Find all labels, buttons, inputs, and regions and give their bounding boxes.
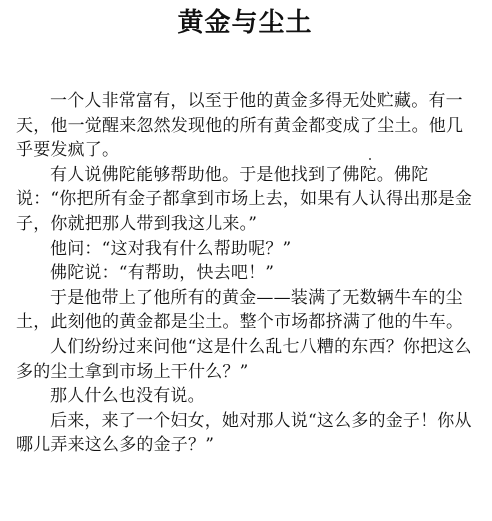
story-body	[16, 89, 474, 458]
document-title: 黄金与尘土	[177, 8, 313, 38]
paragraph-3: 他问：“这对我有什么帮助呢？”	[50, 238, 292, 259]
paragraph-5: 于是他带上了他所有的黄金——装满了无数辆牛车的尘土，此刻他的黄金都是尘土。整个市场都挤满了他的牛车。	[16, 287, 464, 333]
paragraph-8: 后来，来了一个妇女，她对那人说“这么多的金子！你从哪儿弄来这么多的金子？”	[16, 410, 472, 456]
paragraph-7: 那人什么也没有说。	[50, 386, 205, 407]
scan-speck	[369, 158, 371, 160]
paragraph-1: 一个人非常富有，以至于他的黄金多得无处贮藏。有一天，他一觉醒来忽然发现他的所有黄金都变成了尘土。他几乎要发疯了。	[16, 91, 464, 161]
paragraph-2: 有人说佛陀能够帮助他。于是他找到了佛陀。佛陀说：“你把所有金子都拿到市场上去，如果有人认得出那是金子，你就把那人带到我这儿来。”	[16, 164, 473, 234]
paragraph-4: 佛陀说：“有帮助，快去吧！”	[50, 263, 275, 284]
paragraph-6: 人们纷纷过来问他“这是什么乱七八糟的东西？你把这么多的尘土拿到市场上干什么？”	[16, 336, 472, 382]
